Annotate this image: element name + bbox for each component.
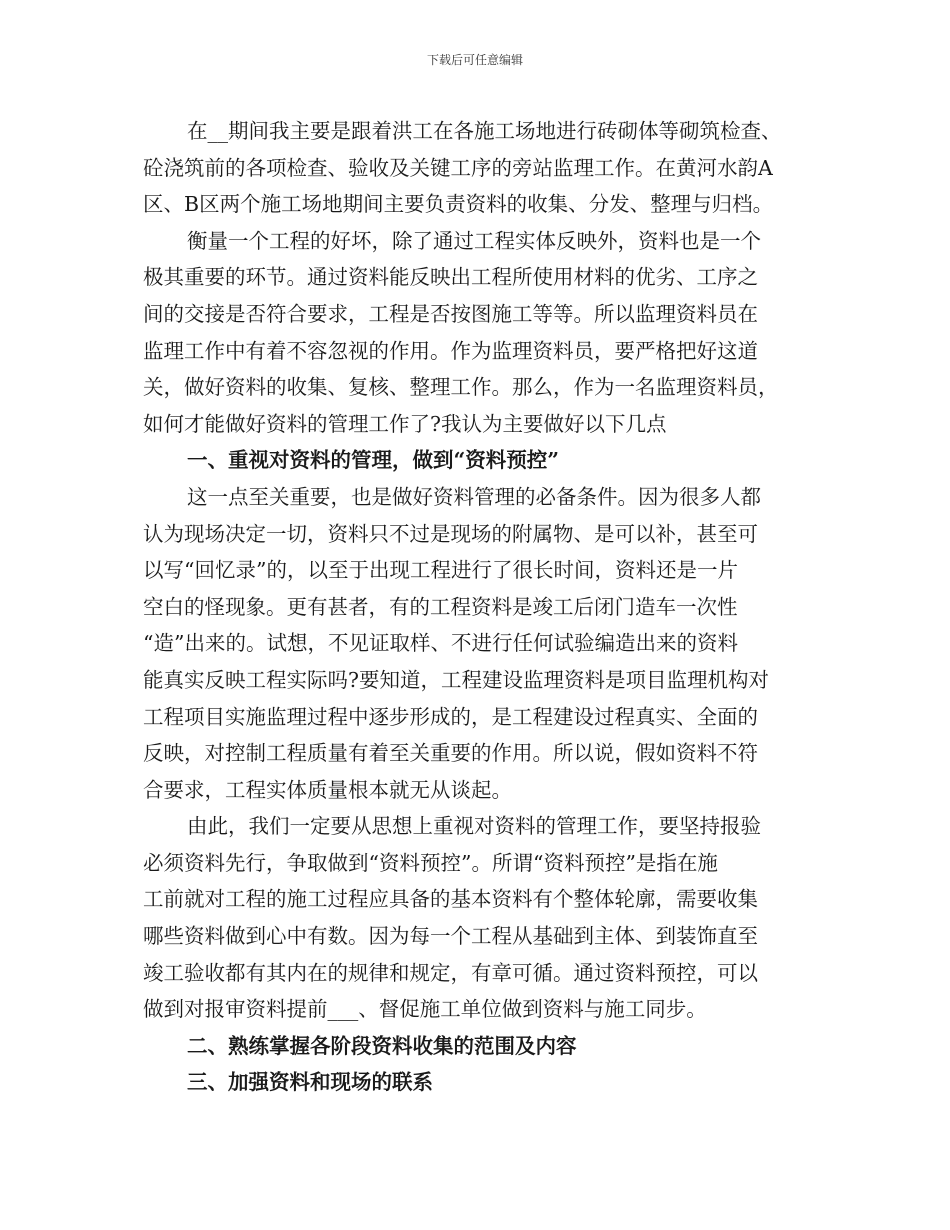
body-line: 监理工作中有着不容忽视的作用。作为监理资料员，要严格把好这道 [143, 338, 758, 363]
section-heading: 二、熟练掌握各阶段资料收集的范围及内容 [187, 1033, 577, 1058]
body-line: 极其重要的环节。通过资料能反映出工程所使用材料的优劣、工序之 [143, 265, 758, 290]
body-line: 能真实反映工程实际吗?要知道，工程建设监理资料是项目监理机构对 [143, 667, 769, 692]
body-line: 必须资料先行，争取做到“资料预控”。所谓“资料预控”是指在施 [143, 850, 718, 875]
body-line: “造”出来的。试想，不见证取样、不进行任何试验编造出来的资料 [143, 631, 738, 656]
section-heading: 三、加强资料和现场的联系 [187, 1070, 433, 1095]
body-line: 合要求，工程实体质量根本就无从谈起。 [143, 777, 512, 802]
body-line: 砼浇筑前的各项检查、验收及关键工序的旁站监理工作。在黄河水韵A [143, 155, 773, 180]
body-line: 由此，我们一定要从思想上重视对资料的管理工作，要坚持报验 [187, 814, 761, 839]
body-line: 反映，对控制工程质量有着至关重要的作用。所以说，假如资料不符 [143, 741, 758, 766]
body-line: 区、B区两个施工场地期间主要负责资料的收集、分发、整理与归档。 [143, 192, 774, 217]
body-line: 空白的怪现象。更有甚者，有的工程资料是竣工后闭门造车一次性 [143, 594, 738, 619]
body-line: 竣工验收都有其内在的规律和规定，有章可循。通过资料预控，可以 [143, 960, 758, 985]
document-body [143, 113, 815, 1101]
body-line: 认为现场决定一切，资料只不过是现场的附属物、是可以补，甚至可 [143, 521, 758, 546]
body-line: 关，做好资料的收集、复核、整理工作。那么，作为一名监理资料员， [143, 375, 779, 400]
page-header: 下载后可任意编辑 [426, 53, 523, 67]
body-line: 如何才能做好资料的管理工作了?我认为主要做好以下几点 [143, 411, 667, 436]
body-line: 以写“回忆录”的，以至于出现工程进行了很长时间，资料还是一片 [143, 558, 738, 583]
body-line: 衡量一个工程的好坏，除了通过工程实体反映外，资料也是一个 [187, 228, 761, 253]
body-line: 做到对报审资料提前___、督促施工单位做到资料与施工同步。 [143, 997, 707, 1022]
body-line: 哪些资料做到心中有数。因为每一个工程从基础到主体、到装饰直至 [143, 924, 758, 949]
section-heading: 一、重视对资料的管理，做到“资料预控” [187, 448, 560, 473]
body-line: 这一点至关重要，也是做好资料管理的必备条件。因为很多人都 [187, 484, 761, 509]
body-line: 工程项目实施监理过程中逐步形成的，是工程建设过程真实、全面的 [143, 704, 758, 729]
body-line: 间的交接是否符合要求，工程是否按图施工等等。所以监理资料员在 [143, 301, 758, 326]
body-line: 在__期间我主要是跟着洪工在各施工场地进行砖砌体等砌筑检查、 [187, 119, 782, 143]
body-line: 工前就对工程的施工过程应具备的基本资料有个整体轮廓，需要收集 [143, 887, 758, 912]
